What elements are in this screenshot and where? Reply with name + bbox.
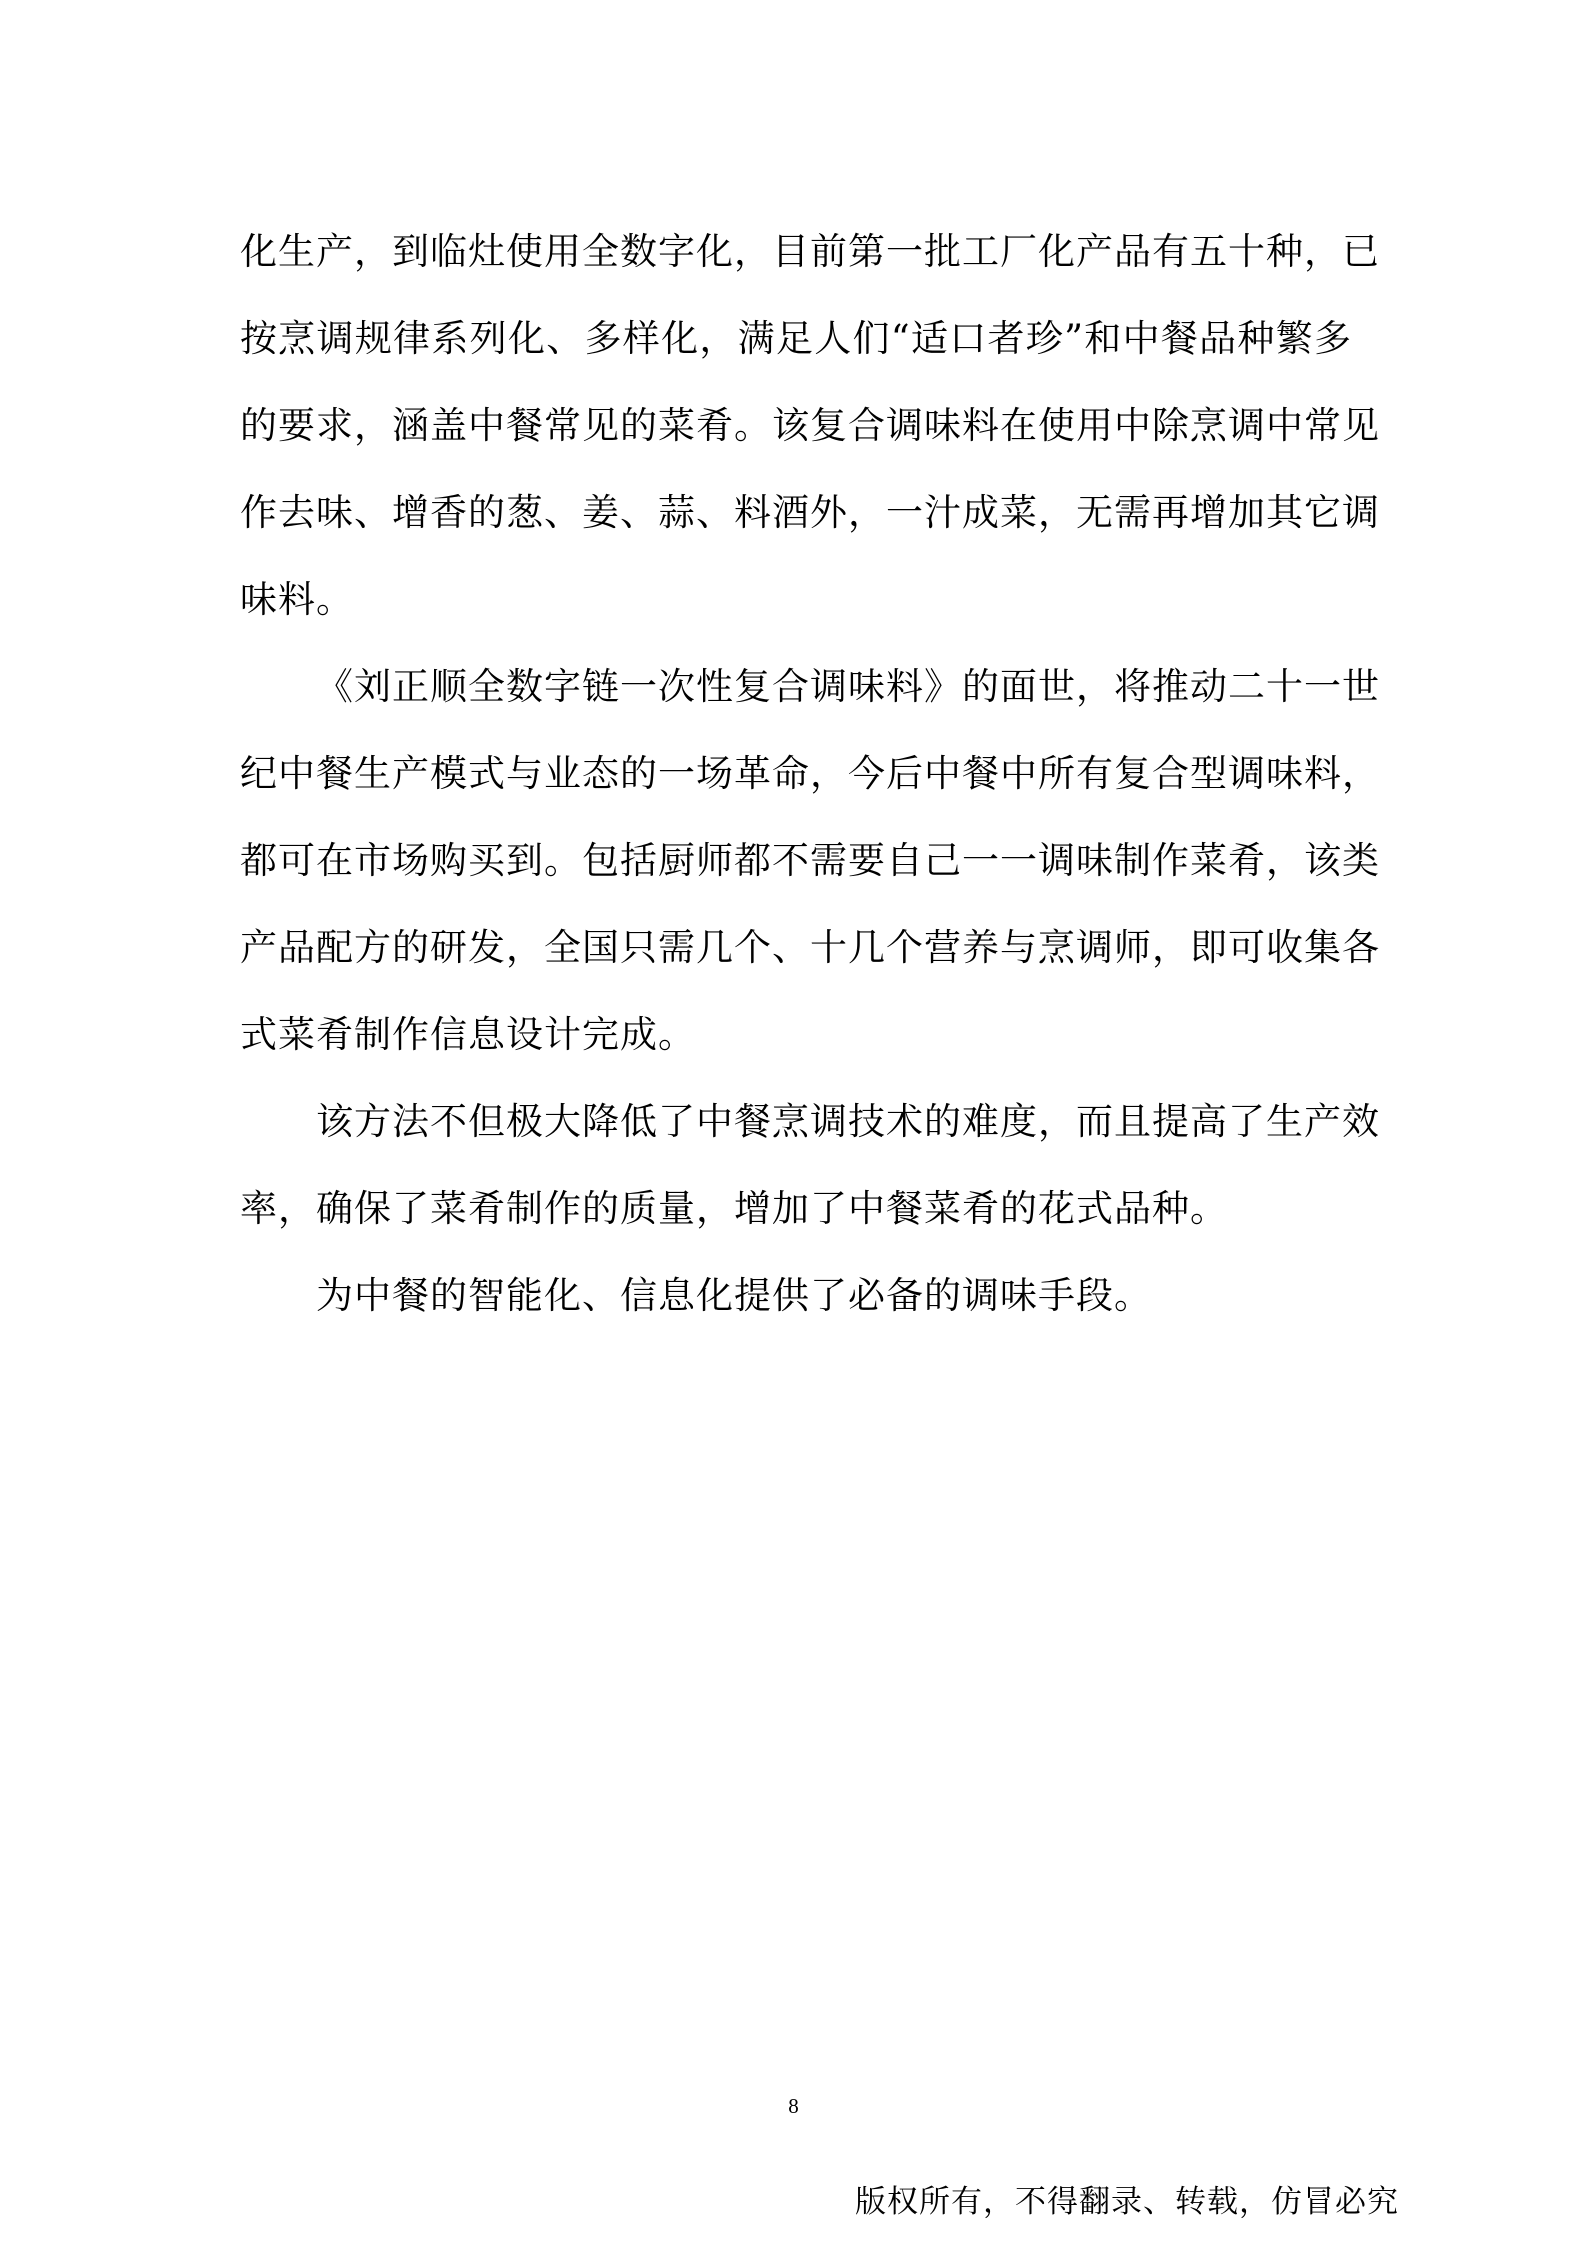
page-number: 8 [788,2094,799,2118]
paragraph-2-line-4: 产品配方的研发，全国只需几个、十几个营养与烹调师，即可收集各 [240,926,1380,969]
paragraph-2-line-3: 都可在市场购买到。包括厨师都不需要自己一一调味制作菜肴，该类 [240,839,1380,882]
paragraph-1-line-1: 化生产，到临灶使用全数字化，目前第一批工厂化产品有五十种，已 [240,230,1380,273]
paragraph-1-line-4: 作去味、增香的葱、姜、蒜、料酒外，一汁成菜，无需再增加其它调 [240,491,1380,534]
paragraph-3-line-2: 率，确保了菜肴制作的质量，增加了中餐菜肴的花式品种。 [240,1187,1228,1230]
paragraph-4-line-1: 为中餐的智能化、信息化提供了必备的调味手段。 [316,1274,1152,1317]
document-body [240,208,1380,1339]
paragraph-2-line-2: 纪中餐生产模式与业态的一场革命，今后中餐中所有复合型调味料， [240,752,1380,795]
paragraph-3-line-1: 该方法不但极大降低了中餐烹调技术的难度，而且提高了生产效 [316,1100,1380,1143]
paragraph-1-line-5: 味料。 [240,578,354,621]
paragraph-1-line-3: 的要求，涵盖中餐常见的菜肴。该复合调味料在使用中除烹调中常见 [240,404,1380,447]
paragraph-2-line-1: 《刘正顺全数字链一次性复合调味料》的面世，将推动二十一世 [316,665,1380,708]
copyright-notice: 版权所有，不得翻录、转载，仿冒必究 [855,2184,1399,2220]
paragraph-1-line-2: 按烹调规律系列化、多样化，满足人们“适口者珍”和中餐品种繁多 [240,317,1352,360]
paragraph-2-line-5: 式菜肴制作信息设计完成。 [240,1013,696,1056]
